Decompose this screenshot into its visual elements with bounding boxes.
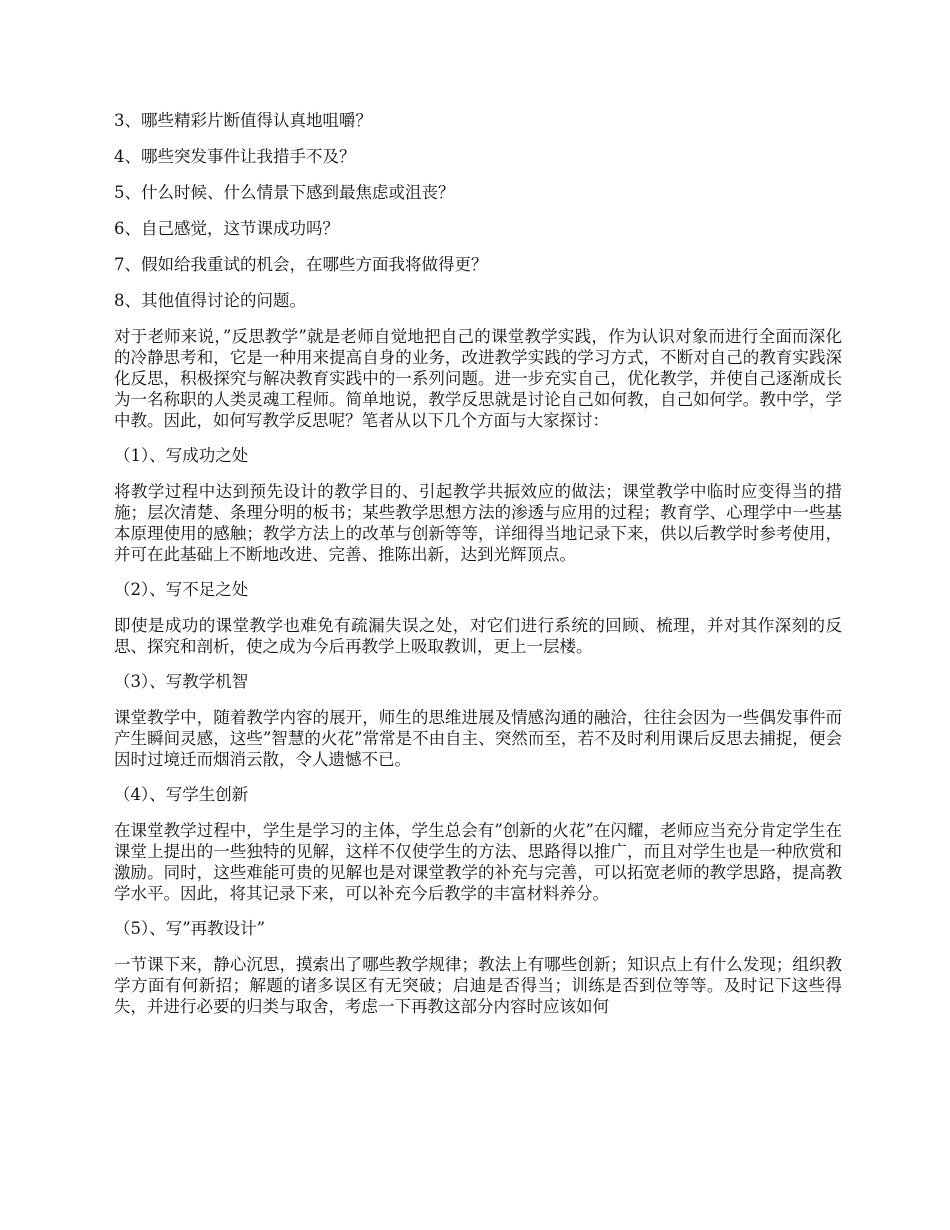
intro-paragraph: 对于老师来说，”反思教学”就是老师自觉地把自己的课堂教学实践，作为认识对象而进行全面而深化的冷静思考和，它是一种用来提高自身的业务，改进教学实践的学习方式，不断对自己的教育实践深化反思，积极探究与解决教育实践中的一系列问题。进一步充实自己，优化教学，并使自己逐渐成长为一名称职的人类灵魂工程师。简单地说，教学反思就是讨论自己如何教，自己如何学。教中学，学中教。因此，如何写教学反思呢？笔者从以下几个方面与大家探讨： [114,327,842,430]
question-item: 4、哪些突发事件让我措手不及？ [114,147,356,166]
section-heading: （1）、写成功之处 [114,446,249,465]
section-body: 课堂教学中，随着教学内容的展开，师生的思维进展及情感沟通的融洽，往往会因为一些偶发事件而产生瞬间灵感，这些”智慧的火花”常常是不由自主、突然而至，若不及时利用课后反思去捕捉，便会因时过境迁而烟消云散，令人遗憾不已。 [114,708,842,769]
section-heading: （5）、写”再教设计” [114,919,266,938]
section-heading: （3）、写教学机智 [114,672,249,691]
question-item: 3、哪些精彩片断值得认真地咀嚼？ [114,111,372,130]
question-item: 5、什么时候、什么情景下感到最焦虑或沮丧？ [114,183,455,202]
question-item: 6、自己感觉，这节课成功吗？ [114,219,339,238]
section-body: 将教学过程中达到预先设计的教学目的、引起教学共振效应的做法；课堂教学中临时应变得当的措施；层次清楚、条理分明的板书；某些教学思想方法的渗透与应用的过程；教育学、心理学中一些基本原理使用的感触；教学方法上的改革与创新等等，详细得当地记录下来，供以后教学时参考使用，并可在此基础上不断地改进、完善、推陈出新，达到光辉顶点。 [114,482,842,564]
section-heading: （4）、写学生创新 [114,785,249,804]
section-body: 一节课下来，静心沉思，摸索出了哪些教学规律；教法上有哪些创新；知识点上有什么发现；组织教学方面有何新招；解题的诸多误区有无突破；启迪是否得当；训练是否到位等等。及时记下这些得失，并进行必要的归类与取舍，考虑一下再教这部分内容时应该如何 [114,955,842,1016]
section-body: 即使是成功的课堂教学也难免有疏漏失误之处，对它们进行系统的回顾、梳理，并对其作深刻的反思、探究和剖析，使之成为今后再教学上吸取教训，更上一层楼。 [114,616,842,656]
question-item: 8、其他值得讨论的问题。 [114,291,306,310]
section-heading: （2）、写不足之处 [114,580,249,599]
question-item: 7、假如给我重试的机会，在哪些方面我将做得更？ [114,255,488,274]
section-body: 在课堂教学过程中，学生是学习的主体，学生总会有”创新的火花”在闪耀，老师应当充分肯定学生在课堂上提出的一些独特的见解，这样不仅使学生的方法、思路得以推广，而且对学生也是一种欣赏和激励。同时，这些难能可贵的见解也是对课堂教学的补充与完善，可以拓宽老师的教学思路，提高教学水平。因此，将其记录下来，可以补充今后教学的丰富材料养分。 [114,821,842,903]
